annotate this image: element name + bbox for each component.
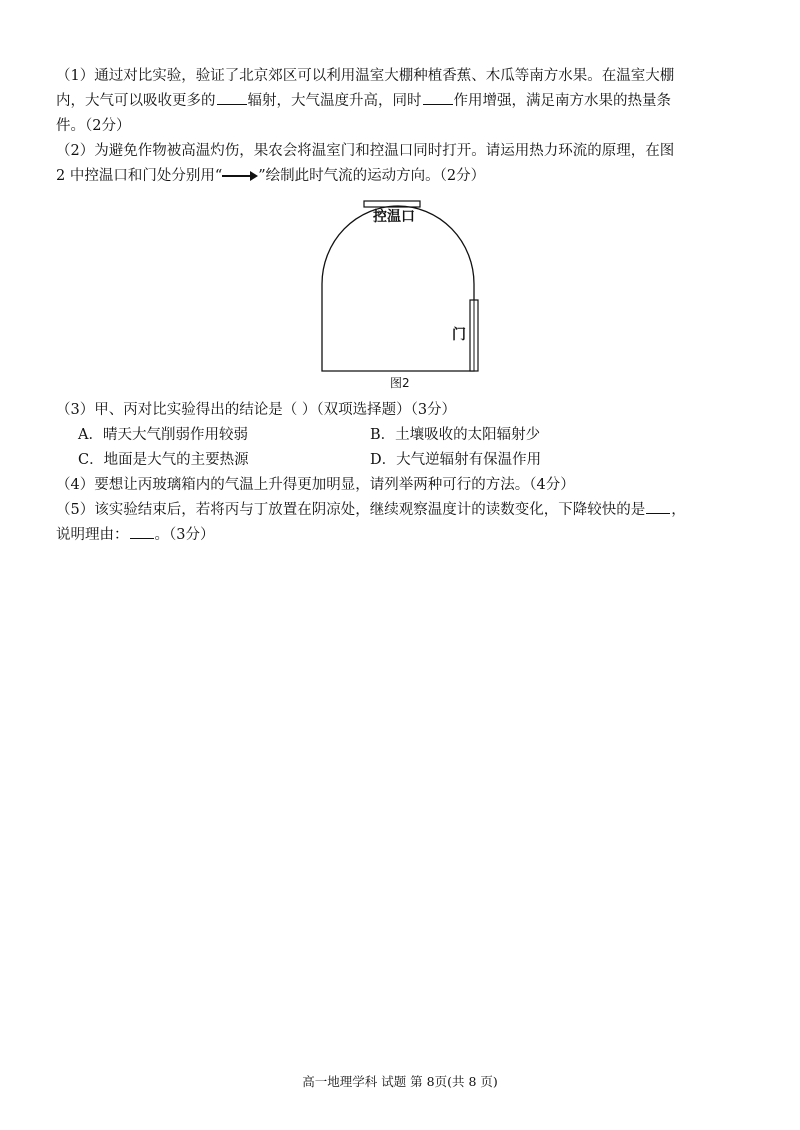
q4-line-1: （4）要想让丙玻璃箱内的气温上升得更加明显，请列举两种可行的方法。（4分） (56, 477, 575, 493)
q1-line-1: （1）通过对比实验，验证了北京郊区可以利用温室大棚种植香蕉、木瓜等南方水果。在温室大棚 (56, 68, 675, 84)
answer-blank-effect[interactable] (423, 90, 453, 105)
q1-text-b: 辐射，大气温度升高，同时 (247, 93, 422, 109)
figure-2-greenhouse (316, 196, 486, 392)
question-1 (56, 64, 746, 139)
q5-text-a: （5）该实验结束后，若将丙与丁放置在阴凉处，继续观察温度计的读数变化，下降较快的是 (56, 502, 646, 518)
option-text: 大气逆辐射有保温作用 (396, 452, 542, 468)
option-d[interactable] (370, 448, 541, 469)
figure-caption: 图2 (390, 376, 410, 390)
question-3-stem (56, 398, 746, 423)
q1-text-c: 作用增强，满足南方水果的热量条 (453, 93, 671, 109)
q1-line-2 (56, 89, 746, 114)
answer-blank-faster[interactable] (646, 499, 670, 514)
q2-text-a: 2 中控温口和门处分别用“ (56, 168, 223, 184)
q5-text-d: 。（3分） (154, 527, 215, 543)
option-text: 土壤吸收的太阳辐射少 (395, 427, 541, 443)
q5-text-b: ， (671, 502, 686, 518)
option-letter: B． (370, 427, 396, 443)
question-2 (56, 139, 746, 189)
page-footer: 高一地理学科 试题 第 8页(共 8 页) (302, 1074, 498, 1089)
option-letter: D． (370, 452, 397, 468)
q1-line-3: 件。（2分） (56, 118, 131, 134)
q2-text-b: ”绘制此时气流的运动方向。（2分） (258, 168, 486, 184)
option-text: 晴天大气削弱作用较弱 (102, 427, 248, 443)
option-letter: A． (78, 427, 103, 443)
q1-text-a: 内，大气可以吸收更多的 (56, 93, 216, 109)
q2-line-2 (56, 164, 746, 189)
option-b[interactable] (370, 423, 540, 444)
q3-stem: （3）甲、丙对比实验得出的结论是（ ）（双项选择题）（3分） (56, 402, 457, 418)
question-5 (56, 498, 746, 548)
q5-line-1 (56, 498, 746, 523)
question-4 (56, 473, 746, 498)
arrow-symbol-icon (222, 170, 258, 182)
q2-line-1: （2）为避免作物被高温灼伤，果农会将温室门和控温口同时打开。请运用热力环流的原理，在图 (56, 143, 675, 159)
option-a[interactable] (78, 423, 248, 444)
greenhouse-outline (322, 206, 474, 371)
vent-label: 控温口 (373, 209, 415, 225)
answer-blank-reason[interactable] (130, 524, 154, 539)
option-letter: C． (78, 452, 104, 468)
door-label: 门 (452, 327, 466, 343)
option-text: 地面是大气的主要热源 (103, 452, 249, 468)
answer-blank-radiation[interactable] (217, 90, 247, 105)
q5-line-2 (56, 523, 746, 548)
option-c[interactable] (78, 448, 249, 469)
q5-text-c: 说明理由： (56, 527, 129, 543)
